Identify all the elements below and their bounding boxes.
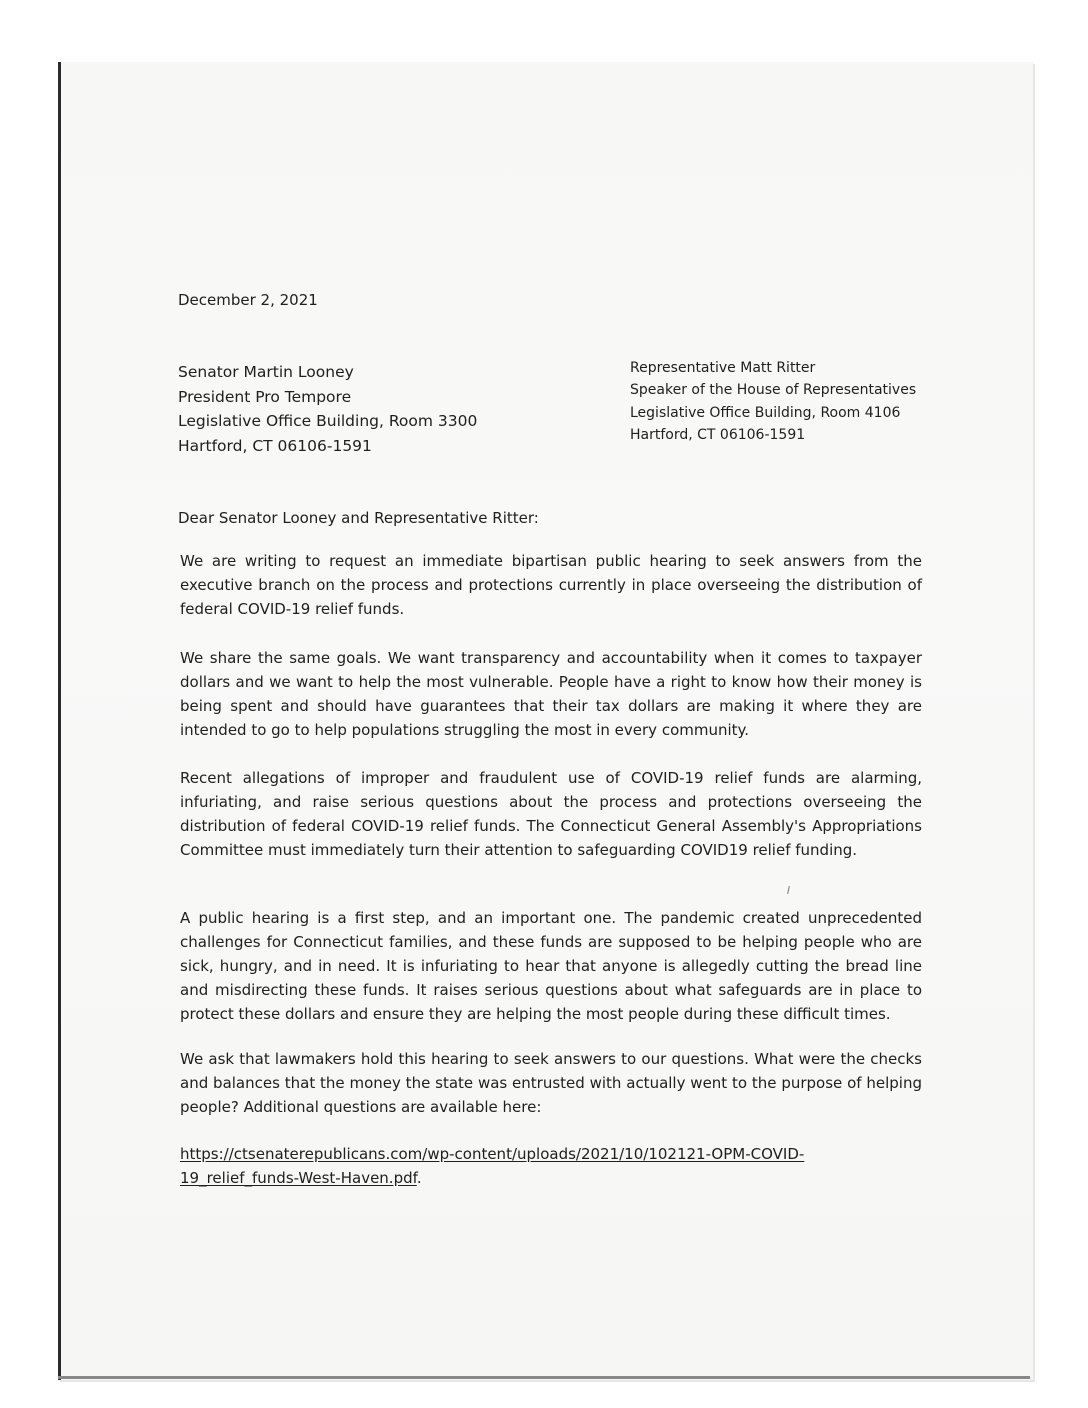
recipient-right-city: Hartford, CT 06106-1591 — [630, 426, 806, 443]
recipient-right-name: Representative Matt Ritter — [630, 360, 816, 376]
recipient-address-left — [178, 360, 477, 458]
questions-link-block — [180, 1142, 860, 1190]
recipient-left-title: President Pro Tempore — [178, 387, 352, 406]
questions-link-line-1[interactable]: https://ctsenaterepublicans.com/wp-content/uploads/2021/10/102121-OPM-COVID- — [180, 1145, 805, 1163]
paragraph-5: We ask that lawmakers hold this hearing to seek answers to our questions. What were the checks and balances that the money the state was entrusted with actually went to the purpose of helping people? Additional questions are available here: — [180, 1050, 922, 1116]
paragraph-4: A public hearing is a first step, and an important one. The pandemic created unprecedented challenges for Connecticut families, and these funds are supposed to be helping people who are sick, hungry, and in need. It is infuriating to hear that anyone is allegedly cutting the bread line and misdirecting these funds. It raises serious questions about what safeguards are in place to protect these dollars and ensure they are helping the most people during these difficult times. — [180, 909, 922, 1023]
recipient-right-title: Speaker of the House of Representatives — [630, 382, 917, 399]
letter-date: December 2, 2021 — [178, 291, 318, 309]
recipient-address-right — [630, 357, 916, 446]
recipient-left-name: Senator Martin Looney — [178, 363, 354, 381]
paragraph-2: We share the same goals. We want transparency and accountability when it comes to taxpayer dollars and we want to help the most vulnerable. People have a right to know how their money is being spent and should have guarantees that their tax dollars are making it where they are intended to go to help populations struggling the most in every community. — [180, 649, 922, 739]
recipient-right-building: Legislative Office Building, Room 4106 — [630, 404, 901, 421]
questions-link-line-2[interactable]: 19_relief_funds-West-Haven.pdf — [180, 1169, 417, 1187]
paragraph-3: Recent allegations of improper and fraudulent use of COVID-19 relief funds are alarming, infuriating, and raise serious questions about the process and protections overseeing the distribution of federal COVID-19 relief funds. The Connecticut General Assembly's Appropriations Committee must immediately turn their attention to safeguarding COVID19 relief funding. — [180, 769, 922, 859]
recipient-left-building: Legislative Office Building, Room 3300 — [178, 412, 478, 430]
link-trailing-period: . — [416, 1169, 422, 1187]
salutation: Dear Senator Looney and Representative Ritter: — [178, 509, 539, 527]
paragraph-1: We are writing to request an immediate bipartisan public hearing to seek answers from the executive branch on the process and protections currently in place overseeing the distribution of federal COVID-19 relief funds. — [180, 552, 922, 618]
page-bottom-edge — [58, 1376, 1030, 1379]
recipient-left-city: Hartford, CT 06106-1591 — [178, 436, 372, 455]
